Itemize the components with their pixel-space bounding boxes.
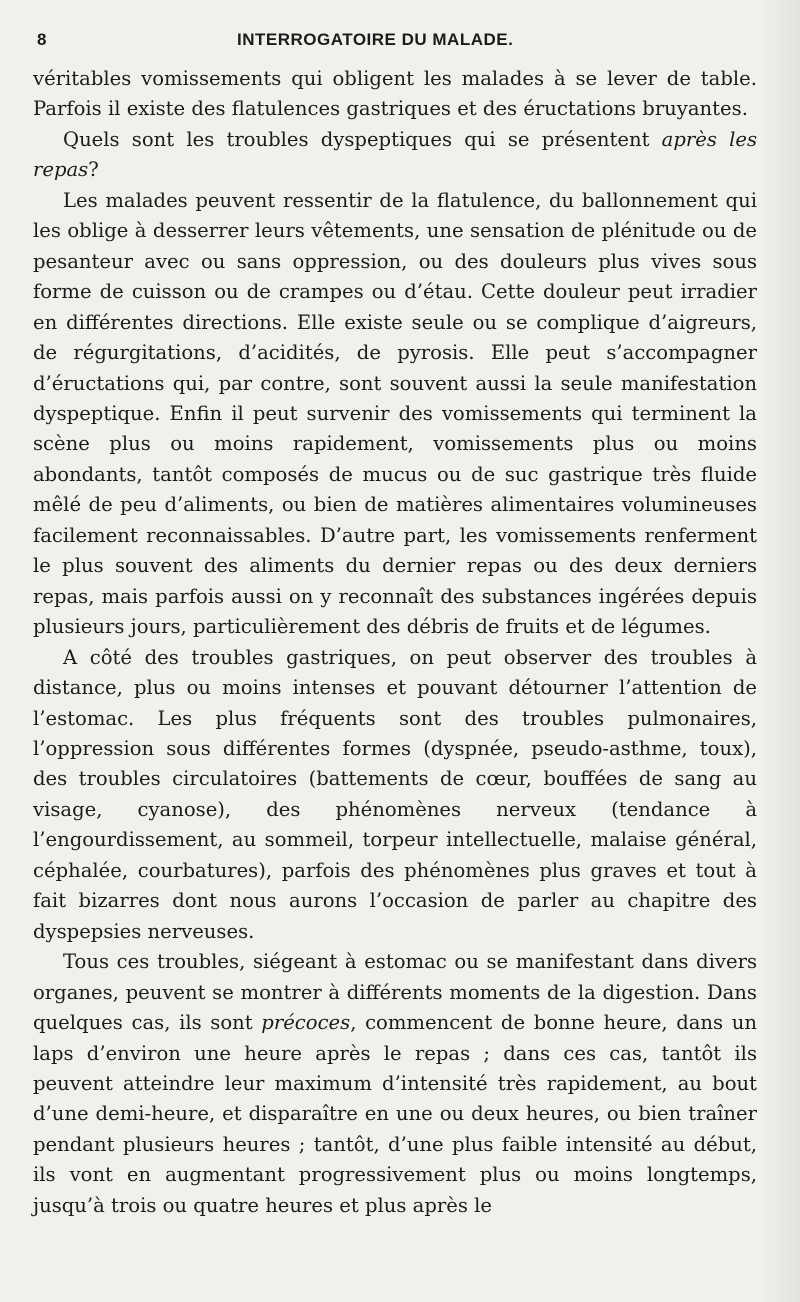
paragraph: Quels sont les troubles dyspeptiques qui se présentent après les repas? xyxy=(33,127,758,182)
italic-phrase: après les repas xyxy=(33,127,758,182)
body-text xyxy=(33,64,757,1221)
paragraph: Tous ces troubles, siégeant à estomac ou se manifestant dans divers organes, peuvent se montrer à différents moments de la digestion. Dans quelques cas, ils sont précoces, commencent de bonne heure, dans un laps d’environ une heure après le repas ; dans ces cas, tantôt ils peuvent atteindre leur maximum d’intensité très rapidement, au bout d’une demi-heure, et disparaître en une ou deux heures, ou bien traîner pendant plusieurs heures ; tantôt, d’une plus faible intensité au début, ils vont en augmentant progressivement plus ou moins longtemps, jusqu’à trois ou quatre heures et plus après le xyxy=(33,950,757,1217)
page-header xyxy=(37,30,760,58)
page-number: 8 xyxy=(37,30,47,49)
running-title: INTERROGATOIRE DU MALADE. xyxy=(237,30,514,49)
italic-word: précoces xyxy=(261,1011,351,1035)
paragraph: Les malades peuvent ressentir de la flatulence, du ballonnement qui les oblige à desserrer leurs vêtements, une sensation de plénitude ou de pesanteur avec ou sans oppression, ou des douleurs plus vives sous forme de cuisson ou de crampes ou d’étau. Cette douleur peut irradier en différentes directions. Elle existe seule ou se complique d’aigreurs, de régurgitations, d’acidités, de pyrosis. Elle peut s’accompagner d’éructations qui, par contre, sont souvent aussi la seule manifestation dyspeptique. Enfin il peut survenir des vomissements qui terminent la scène plus ou moins rapidement, vomissements plus ou moins abondants, tantôt composés de mucus ou de suc gastrique très fluide mêlé de peu d’aliments, ou bien de matières alimentaires volumineuses facilement reconnaissables. D’autre part, les vomissements renferment le plus souvent des aliments du dernier repas ou des deux derniers repas, mais parfois aussi on y reconnaît des substances ingérées depuis plusieurs jours, particulièrement des débris de fruits et de légumes. xyxy=(33,188,757,639)
paragraph: véritables vomissements qui obligent les malades à se lever de table. Parfois il existe des flatulences gastriques et des éructations bruyantes. xyxy=(33,67,757,121)
paragraph: A côté des troubles gastriques, on peut observer des troubles à distance, plus ou moins intenses et pouvant détourner l’attention de l’estomac. Les plus fréquents sont des troubles pulmonaires, l’oppression sous différentes formes (dyspnée, pseudo-asthme, toux), des troubles circulatoires (battements de cœur, bouffées de sang au visage, cyanose), des phénomènes nerveux (tendance à l’engourdissement, au sommeil, torpeur intellectuelle, malaise général, céphalée, courbatures), parfois des phénomènes plus graves et tout à fait bizarres dont nous aurons l’occasion de parler au chapitre des dyspepsies nerveuses. xyxy=(33,645,757,943)
